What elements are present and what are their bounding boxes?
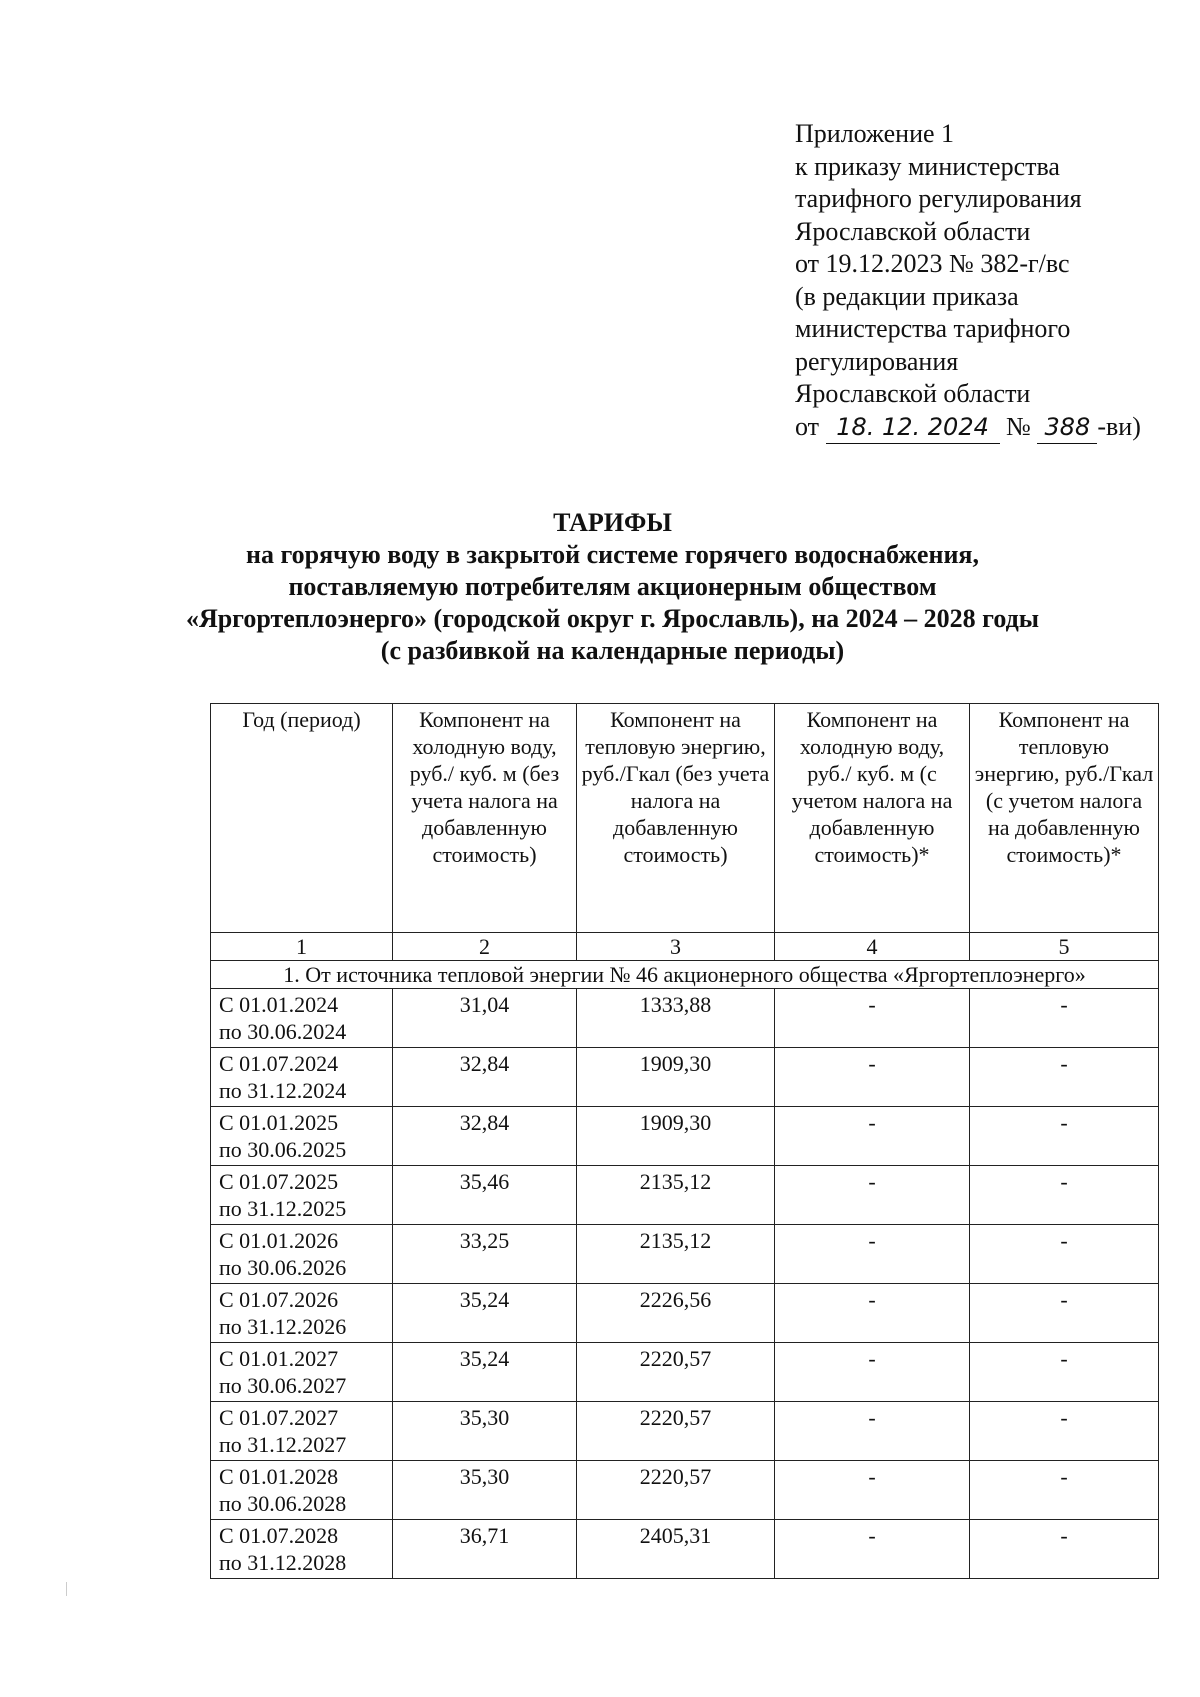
heat-energy-cell: 2220,57 bbox=[577, 1402, 775, 1461]
table-row bbox=[211, 1461, 1159, 1520]
period-from: С 01.07.2025 bbox=[219, 1169, 339, 1194]
period-cell bbox=[211, 1107, 393, 1166]
tariff-table bbox=[210, 703, 1159, 1579]
table-row bbox=[211, 1225, 1159, 1284]
heat-energy-vat-cell: - bbox=[970, 1166, 1159, 1225]
heat-energy-cell: 2135,12 bbox=[577, 1166, 775, 1225]
heat-energy-cell: 1909,30 bbox=[577, 1048, 775, 1107]
section-row bbox=[211, 961, 1159, 989]
heat-energy-vat-cell: - bbox=[970, 1461, 1159, 1520]
title-line: (с разбивкой на календарные периоды) bbox=[380, 636, 845, 665]
table-row bbox=[211, 1402, 1159, 1461]
period-cell bbox=[211, 1520, 393, 1579]
period-from: С 01.01.2027 bbox=[219, 1346, 339, 1371]
table-row bbox=[211, 1284, 1159, 1343]
heat-energy-cell: 2226,56 bbox=[577, 1284, 775, 1343]
appendix-line: тарифного регулирования bbox=[795, 184, 1082, 213]
period-cell bbox=[211, 1225, 393, 1284]
cold-water-vat-cell: - bbox=[775, 989, 970, 1048]
period-from: С 01.07.2026 bbox=[219, 1287, 339, 1312]
cold-water-vat-cell: - bbox=[775, 1166, 970, 1225]
table-row bbox=[211, 1343, 1159, 1402]
table-row bbox=[211, 1107, 1159, 1166]
header-heat-energy: Компонент на тепловую энергию, руб./Гкал (без учета налога на добавленную стоимость) bbox=[577, 704, 775, 933]
cold-water-vat-cell: - bbox=[775, 1520, 970, 1579]
heat-energy-cell: 2220,57 bbox=[577, 1343, 775, 1402]
table-row bbox=[211, 1048, 1159, 1107]
period-to: по 30.06.2025 bbox=[219, 1137, 347, 1162]
cold-water-cell: 35,24 bbox=[393, 1343, 577, 1402]
period-to: по 31.12.2026 bbox=[219, 1314, 347, 1339]
period-from: С 01.07.2027 bbox=[219, 1405, 339, 1430]
cold-water-cell: 33,25 bbox=[393, 1225, 577, 1284]
period-to: по 30.06.2027 bbox=[219, 1373, 347, 1398]
document-title bbox=[160, 507, 1065, 667]
appendix-line: регулирования bbox=[795, 346, 959, 376]
heat-energy-vat-cell: - bbox=[970, 1107, 1159, 1166]
period-to: по 31.12.2027 bbox=[219, 1432, 347, 1457]
period-from: С 01.01.2025 bbox=[219, 1110, 339, 1135]
heat-energy-vat-cell: - bbox=[970, 989, 1159, 1048]
appendix-line: (в редакции приказа bbox=[795, 281, 1019, 311]
appendix-line: от 19.12.2023 № 382-г/вс bbox=[795, 249, 1070, 278]
heat-energy-vat-cell: - bbox=[970, 1402, 1159, 1461]
period-from: С 01.01.2026 bbox=[219, 1228, 339, 1253]
column-number: 1 bbox=[211, 933, 393, 961]
cold-water-cell: 32,84 bbox=[393, 1107, 577, 1166]
header-cold-water: Компонент на холодную воду, руб./ куб. м (без учета налога на добавленную стоимость) bbox=[393, 704, 577, 933]
period-from: С 01.07.2028 bbox=[219, 1523, 339, 1548]
cold-water-cell: 35,24 bbox=[393, 1284, 577, 1343]
handwritten-date: 18. 12. 2024 bbox=[826, 411, 1000, 445]
title-line: на горячую воду в закрытой системе горячего водоснабжения, bbox=[246, 540, 979, 569]
column-number-row bbox=[211, 933, 1159, 961]
table-row bbox=[211, 1166, 1159, 1225]
period-from: С 01.01.2024 bbox=[219, 992, 339, 1017]
cold-water-cell: 31,04 bbox=[393, 989, 577, 1048]
cold-water-vat-cell: - bbox=[775, 1107, 970, 1166]
table-header-row bbox=[211, 704, 1159, 933]
header-cold-water-vat: Компонент на холодную воду, руб./ куб. м (с учетом налога на добавленную стоимость)* bbox=[775, 704, 970, 933]
scan-margin-mark bbox=[66, 1582, 67, 1596]
cold-water-vat-cell: - bbox=[775, 1284, 970, 1343]
heat-energy-vat-cell: - bbox=[970, 1284, 1159, 1343]
period-cell bbox=[211, 1402, 393, 1461]
period-to: по 30.06.2028 bbox=[219, 1491, 347, 1516]
cold-water-vat-cell: - bbox=[775, 1048, 970, 1107]
period-to: по 31.12.2025 bbox=[219, 1196, 347, 1221]
table-row bbox=[211, 1520, 1159, 1579]
heat-energy-cell: 2220,57 bbox=[577, 1461, 775, 1520]
appendix-line: к приказу министерства bbox=[795, 151, 1060, 181]
heat-energy-vat-cell: - bbox=[970, 1343, 1159, 1402]
appendix-reference bbox=[795, 118, 1141, 444]
title-line: поставляемую потребителям акционерным обществом bbox=[288, 572, 937, 601]
cold-water-cell: 32,84 bbox=[393, 1048, 577, 1107]
amendment-prefix: от bbox=[795, 411, 820, 441]
column-number: 2 bbox=[393, 933, 577, 961]
period-cell bbox=[211, 1461, 393, 1520]
period-to: по 30.06.2024 bbox=[219, 1019, 347, 1044]
amendment-date-line bbox=[795, 411, 1141, 445]
period-cell bbox=[211, 1048, 393, 1107]
cold-water-cell: 35,30 bbox=[393, 1402, 577, 1461]
amendment-suffix: -ви) bbox=[1097, 411, 1141, 441]
number-sign: № bbox=[1006, 411, 1031, 441]
appendix-line: Ярославской области bbox=[795, 216, 1031, 246]
heat-energy-cell: 2135,12 bbox=[577, 1225, 775, 1284]
period-to: по 31.12.2024 bbox=[219, 1078, 347, 1103]
heat-energy-cell: 2405,31 bbox=[577, 1520, 775, 1579]
period-cell bbox=[211, 1166, 393, 1225]
period-cell bbox=[211, 989, 393, 1048]
heat-energy-vat-cell: - bbox=[970, 1048, 1159, 1107]
section-title: 1. От источника тепловой энергии № 46 акционерного общества «Яргортеплоэнерго» bbox=[211, 961, 1159, 989]
title-heading: ТАРИФЫ bbox=[553, 508, 672, 537]
table-row bbox=[211, 989, 1159, 1048]
heat-energy-cell: 1909,30 bbox=[577, 1107, 775, 1166]
header-period: Год (период) bbox=[211, 704, 393, 933]
handwritten-number: 388 bbox=[1037, 411, 1097, 445]
appendix-line: Приложение 1 bbox=[795, 119, 955, 148]
cold-water-cell: 35,30 bbox=[393, 1461, 577, 1520]
cold-water-cell: 35,46 bbox=[393, 1166, 577, 1225]
column-number: 3 bbox=[577, 933, 775, 961]
period-from: С 01.01.2028 bbox=[219, 1464, 339, 1489]
period-to: по 31.12.2028 bbox=[219, 1550, 347, 1575]
header-heat-energy-vat: Компонент на тепловую энергию, руб./Гкал (с учетом налога на добавленную стоимость)* bbox=[970, 704, 1159, 933]
title-line: «Яргортеплоэнерго» (городской округ г. Ярославль), на 2024 – 2028 годы bbox=[185, 604, 1040, 633]
cold-water-vat-cell: - bbox=[775, 1402, 970, 1461]
column-number: 4 bbox=[775, 933, 970, 961]
cold-water-vat-cell: - bbox=[775, 1343, 970, 1402]
period-cell bbox=[211, 1284, 393, 1343]
heat-energy-cell: 1333,88 bbox=[577, 989, 775, 1048]
period-from: С 01.07.2024 bbox=[219, 1051, 339, 1076]
column-number: 5 bbox=[970, 933, 1159, 961]
heat-energy-vat-cell: - bbox=[970, 1225, 1159, 1284]
heat-energy-vat-cell: - bbox=[970, 1520, 1159, 1579]
cold-water-vat-cell: - bbox=[775, 1225, 970, 1284]
cold-water-vat-cell: - bbox=[775, 1461, 970, 1520]
period-cell bbox=[211, 1343, 393, 1402]
cold-water-cell: 36,71 bbox=[393, 1520, 577, 1579]
appendix-line: Ярославской области bbox=[795, 379, 1031, 408]
appendix-line: министерства тарифного bbox=[795, 314, 1071, 343]
period-to: по 30.06.2026 bbox=[219, 1255, 347, 1280]
